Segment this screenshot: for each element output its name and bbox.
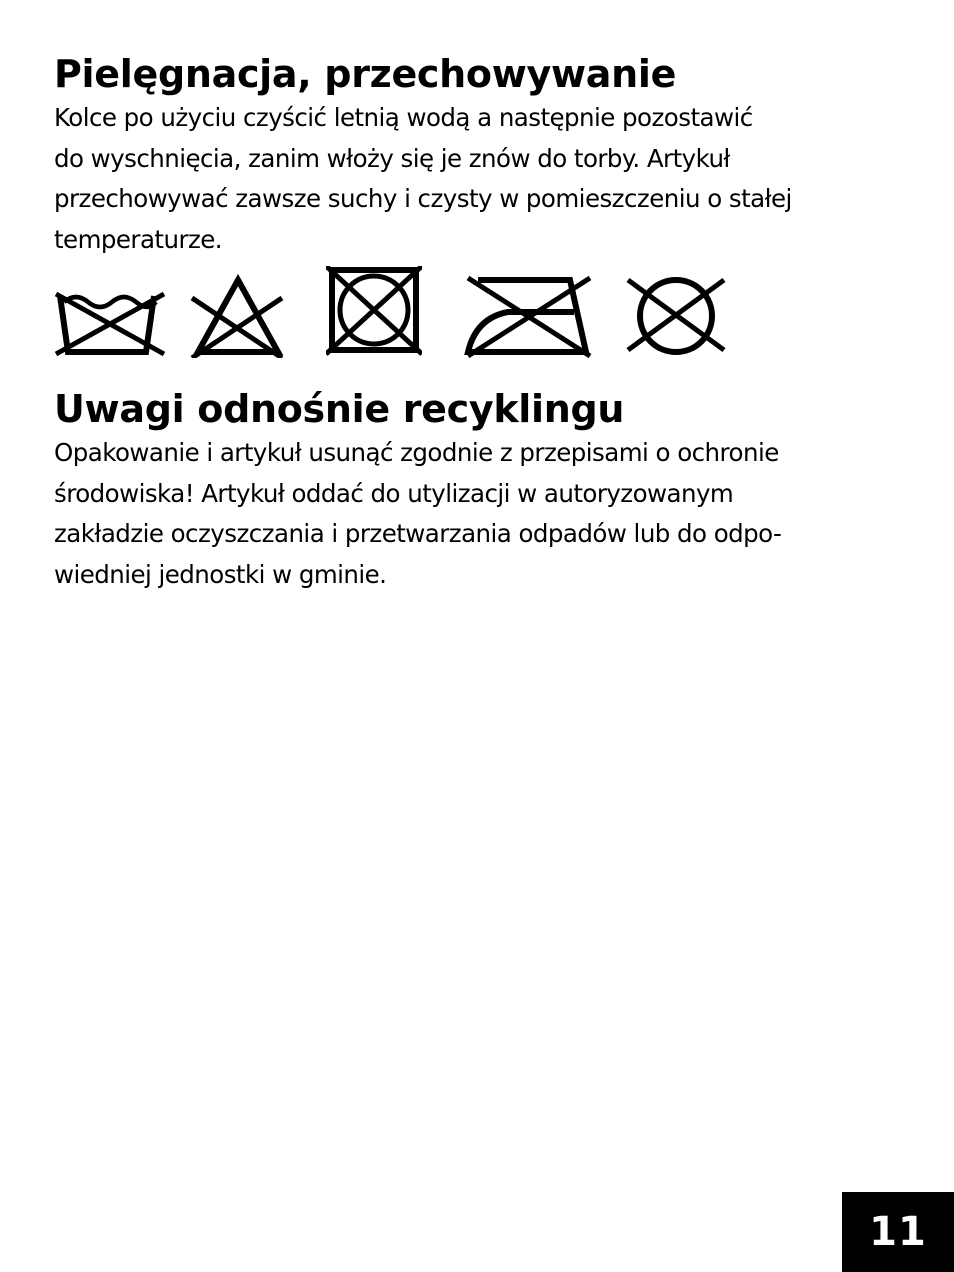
recycling-line: Opakowanie i artykuł usunąć zgodnie z przepisami o ochronie xyxy=(54,438,779,467)
recycling-heading: Uwagi odnośnie recyklingu xyxy=(54,387,625,431)
do-not-iron-icon xyxy=(462,266,596,358)
page-number: 11 xyxy=(869,1209,927,1255)
care-line: temperaturze. xyxy=(54,224,223,254)
recycling-line: zakładzie oczyszczania i przetwarzania odpadów lub do odpo- xyxy=(54,519,782,548)
page-number-badge xyxy=(842,1192,954,1272)
do-not-tumble-dry-icon xyxy=(326,266,422,358)
care-heading: Pielęgnacja, przechowywanie xyxy=(54,52,677,96)
recycling-line: wiedniej jednostki w gminie. xyxy=(54,559,387,589)
do-not-wash-icon xyxy=(52,266,168,358)
care-paragraph xyxy=(54,98,914,260)
care-line: Kolce po użyciu czyścić letnią wodą a następnie pozostawić xyxy=(54,103,753,132)
care-line: przechowywać zawsze suchy i czysty w pomieszczeniu o stałej xyxy=(54,184,792,213)
do-not-bleach-icon xyxy=(190,266,286,358)
care-line: do wyschnięcia, zanim włoży się je znów do torby. Artykuł xyxy=(54,143,730,173)
recycling-line: środowiska! Artykuł oddać do utylizacji w autoryzowanym xyxy=(54,478,734,508)
care-symbols-row xyxy=(52,266,732,358)
do-not-dry-clean-icon xyxy=(626,266,728,358)
recycling-paragraph xyxy=(54,433,914,595)
